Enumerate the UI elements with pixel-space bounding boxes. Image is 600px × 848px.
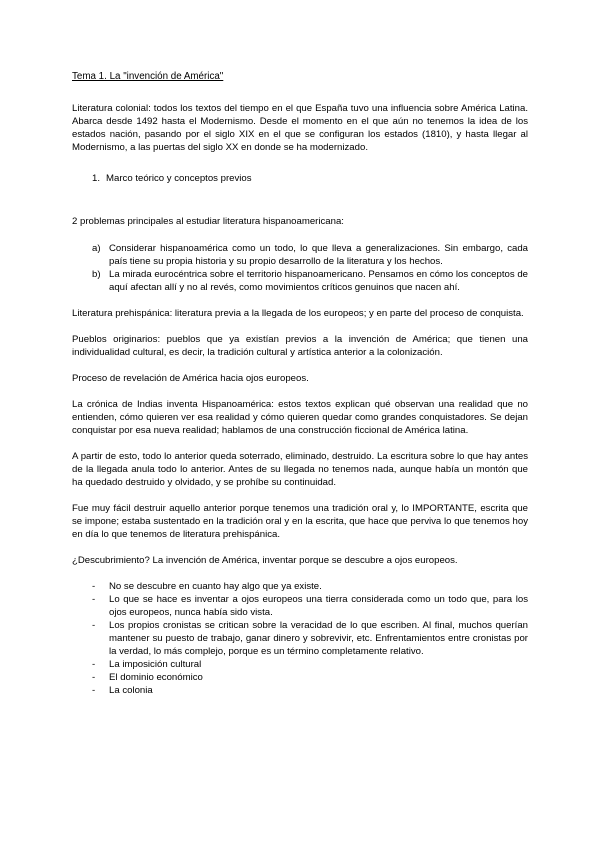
list-item-text: La imposición cultural [109, 659, 202, 670]
section-title: Marco teórico y conceptos previos [106, 173, 252, 184]
list-item-text: Lo que se hace es inventar a ojos europeos una tierra considerada como un todo que, para los ojos europeos, nunca había sido vista. [109, 594, 528, 618]
paragraph-destruir: Fue muy fácil destruir aquello anterior porque tenemos una tradición oral y, lo IMPORTANTE, escrita que se impone; estaba sustentado en la tradición oral y en la escrita, que hace que perviva lo que tenemos hoy en día lo que tenemos de literatura prehispánica. [72, 503, 528, 540]
document-content [72, 70, 528, 697]
page-title: Tema 1. La "invención de América" [72, 71, 224, 82]
bullet-marker: - [92, 594, 96, 605]
list-item [72, 619, 528, 658]
section-heading-list [72, 172, 528, 185]
list-item [72, 593, 528, 619]
paragraph-proceso: Proceso de revelación de América hacia ojos europeos. [72, 373, 309, 384]
list-item [72, 268, 528, 294]
list-item-text: Los propios cronistas se critican sobre la veracidad de lo que escriben. Al final, muchos querían mantener su puesto de trabajo, ganar dinero y sobrevivir, etc. Enfrentamientos entre cronistas por la verdad, lo más complejo, porque es un término completamente relativo. [109, 620, 528, 657]
list-item [72, 684, 528, 697]
list-marker: a) [92, 243, 101, 254]
section-number: 1. [92, 173, 101, 184]
problems-list [72, 242, 528, 294]
list-item [72, 242, 528, 268]
bullet-list [72, 580, 528, 697]
paragraph-prehispanica: Literatura prehispánica: literatura previa a la llegada de los europeos; y en parte del proceso de conquista. [72, 308, 524, 319]
list-item [72, 671, 528, 684]
bullet-marker: - [92, 581, 96, 592]
paragraph-pueblos: Pueblos originarios: pueblos que ya existían previos a la invención de América; que tienen una individualidad cultural, es decir, la tradición cultural y artística anterior a la colonización. [72, 334, 528, 358]
paragraph-descubrimiento: ¿Descubrimiento? La invención de América, inventar porque se descubre a ojos europeos. [72, 555, 458, 566]
list-item-text: La colonia [109, 685, 153, 696]
list-item-text: No se descubre en cuanto hay algo que ya existe. [109, 581, 322, 592]
bullet-marker: - [92, 659, 96, 670]
bullet-marker: - [92, 672, 96, 683]
bullet-marker: - [92, 620, 96, 631]
list-item-text: La mirada eurocéntrica sobre el territorio hispanoamericano. Pensamos en cómo los conceptos de aquí afectan allí y no al revés, como movimientos críticos genuinos que nacen ahí. [109, 269, 528, 293]
list-item [72, 580, 528, 593]
bullet-marker: - [92, 685, 96, 696]
section-heading [72, 172, 528, 185]
intro-paragraph: Literatura colonial: todos los textos del tiempo en el que España tuvo una influencia sobre América Latina. Abarca desde 1492 hasta el Modernismo. Desde el momento en el que aún no tenemos la idea de los estados nación, pasando por el siglo XIX en el que se configuran los estados (1810), y hasta llegar al Modernismo, a las puertas del siglo XX en donde se ha modernizado. [72, 103, 528, 153]
list-item-text: El dominio económico [109, 672, 203, 683]
problems-intro: 2 problemas principales al estudiar literatura hispanoamericana: [72, 216, 344, 227]
paragraph-soterrado: A partir de esto, todo lo anterior queda soterrado, eliminado, destruido. La escritura sobre lo que hay antes de la llegada anula todo lo anterior. Antes de su llegada no tenemos nada, aunque había un montón que ha quedado destruido y olvidado, y se prohíbe su continuidad. [72, 451, 528, 488]
list-item [72, 658, 528, 671]
list-item-text: Considerar hispanoamérica como un todo, lo que lleva a generalizaciones. Sin embargo, cada país tiene su propia historia y su propio desarrollo de la literatura y los hechos. [109, 243, 528, 267]
list-marker: b) [92, 269, 101, 280]
paragraph-cronica: La crónica de Indias inventa Hispanoamérica: estos textos explican qué observan una realidad que no entienden, cómo quieren ver esa realidad y cómo quieren quedar como grandes conquistadores. Se dejan conquistar por esa nueva realidad; hablamos de una construcción ficcional de América latina. [72, 399, 528, 436]
